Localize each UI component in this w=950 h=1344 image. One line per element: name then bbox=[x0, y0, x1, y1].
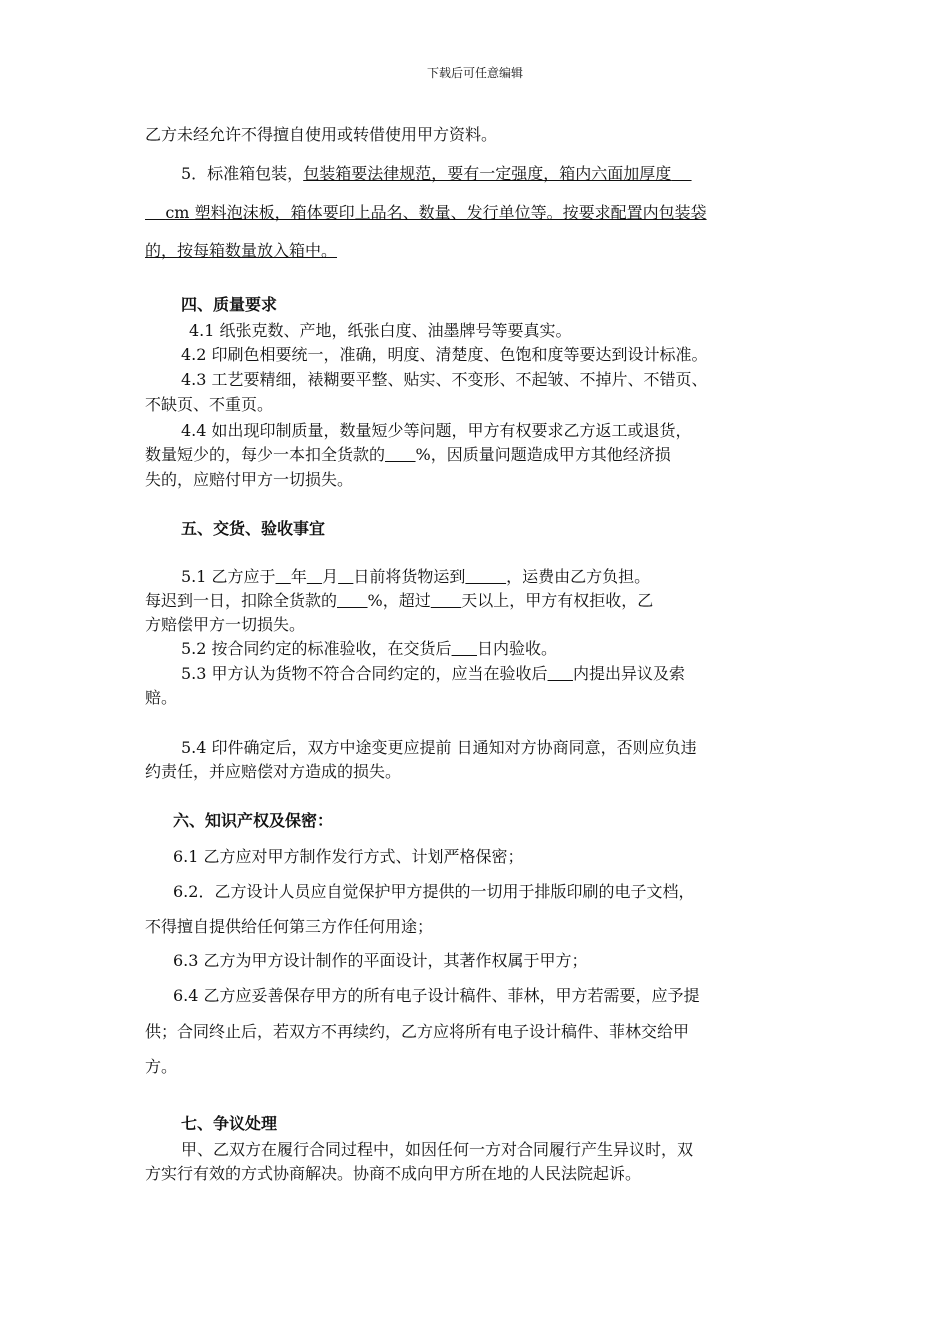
s3-item-5-underlined: 包装箱要法律规范，要有一定强度，箱内六面加厚度 bbox=[303, 164, 672, 183]
s6-item-4-line3: 方。 bbox=[145, 1057, 178, 1076]
s5-item-2-text-a: 5.2 按合同约定的标准验收，在交货后 bbox=[181, 639, 452, 658]
s4-item-2: 4.2 印刷色相要统一，准确，明度、清楚度、色饱和度等要达到设计标准。 bbox=[181, 345, 708, 364]
s7-heading: 七、争议处理 bbox=[181, 1114, 278, 1133]
s5-blank-destination bbox=[465, 567, 506, 586]
s5-item-2-text-b: 日内验收。 bbox=[476, 639, 557, 658]
s5-item-1-line2 bbox=[145, 590, 810, 612]
s4-item-4-text-b: %，因质量问题造成甲方其他经济损 bbox=[415, 445, 671, 464]
s5-blank-month bbox=[307, 567, 322, 586]
s6-item-4-line1: 6.4 乙方应妥善保存甲方的所有电子设计稿件、菲林，甲方若需要，应予提 bbox=[173, 986, 700, 1005]
s3-item-5-blank-thickness bbox=[671, 164, 691, 183]
s6-item-2-line1: 6.2．乙方设计人员应自觉保护甲方提供的一切用于排版印刷的电子文档， bbox=[173, 882, 695, 901]
s5-item-1-text-b: 日前将货物运到 bbox=[353, 567, 466, 586]
s5-blank-days bbox=[431, 591, 462, 610]
s4-heading: 四、质量要求 bbox=[181, 295, 278, 314]
s3-item-5-line2-text: cm 塑料泡沫板，箱体要印上品名、数量、发行单位等。按要求配置内包装袋 bbox=[165, 203, 707, 222]
s5-item-1-text-c: ，运费由乙方负担。 bbox=[506, 567, 651, 586]
s3-item-5-line2 bbox=[145, 202, 810, 224]
s5-item-3-text-b: 内提出异议及索 bbox=[572, 664, 685, 683]
s5-item-1-year: 年 bbox=[290, 567, 307, 586]
s5-item-4-line2: 约责任，并应赔偿对方造成的损失。 bbox=[145, 762, 402, 781]
s4-item-4-blank-percent bbox=[385, 445, 416, 464]
s4-item-3-line2: 不缺页、不重页。 bbox=[145, 395, 274, 414]
s5-blank-inspect bbox=[452, 639, 477, 658]
s5-blank-year bbox=[276, 567, 291, 586]
s4-item-4-text-a: 数量短少的，每少一本扣全货款的 bbox=[145, 445, 386, 464]
s5-item-3-line2: 赔。 bbox=[145, 688, 178, 707]
s3-item-5-line3: 的，按每箱数量放入箱中。 bbox=[145, 241, 338, 260]
s5-item-1-text-d: 每迟到一日，扣除全货款的 bbox=[145, 591, 338, 610]
s5-item-3-line1 bbox=[181, 663, 846, 685]
s5-item-1-month: 月 bbox=[322, 567, 339, 586]
s5-blank-day bbox=[338, 567, 353, 586]
s6-heading: 六、知识产权及保密： bbox=[173, 811, 334, 830]
s5-heading: 五、交货、验收事宜 bbox=[181, 519, 326, 538]
s5-item-1-line1 bbox=[181, 566, 846, 588]
s3-item-5-line1 bbox=[181, 163, 846, 185]
s6-item-3: 6.3 乙方为甲方设计制作的平面设计，其著作权属于甲方； bbox=[173, 951, 588, 970]
s5-item-1-text-e: %，超过 bbox=[367, 591, 431, 610]
page-header: 下载后可任意编辑 bbox=[426, 66, 523, 80]
s5-item-3-text-a: 5.3 甲方认为货物不符合合同约定的，应当在验收后 bbox=[181, 664, 548, 683]
s7-text-line2: 方实行有效的方式协商解决。协商不成向甲方所在地的人民法院起诉。 bbox=[145, 1164, 642, 1183]
s5-item-1-text-a: 5.1 乙方应于 bbox=[181, 567, 276, 586]
s4-item-4-line2 bbox=[145, 444, 810, 466]
s4-item-4-line1: 4.4 如出现印制质量，数量短少等问题，甲方有权要求乙方返工或退货， bbox=[181, 421, 692, 440]
s5-item-4-line1: 5.4 印件确定后，双方中途变更应提前 日通知对方协商同意，否则应负违 bbox=[181, 738, 697, 757]
s4-item-1: 4.1 纸张克数、产地，纸张白度、油墨牌号等要真实。 bbox=[189, 321, 572, 340]
s3-item-5-prefix: 5．标准箱包装， bbox=[181, 164, 304, 183]
s6-item-1: 6.1 乙方应对甲方制作发行方式、计划严格保密； bbox=[173, 847, 524, 866]
s3-tail-line: 乙方未经允许不得擅自使用或转借使用甲方资料。 bbox=[145, 125, 498, 144]
s5-item-1-line3: 方赔偿甲方一切损失。 bbox=[145, 615, 306, 634]
s4-item-3-line1: 4.3 工艺要精细，裱糊要平整、贴实、不变形、不起皱、不掉片、不错页、 bbox=[181, 370, 708, 389]
s4-item-4-line3: 失的，应赔付甲方一切损失。 bbox=[145, 470, 354, 489]
s5-item-2 bbox=[181, 638, 846, 660]
s5-item-1-text-f: 天以上，甲方有权拒收，乙 bbox=[461, 591, 654, 610]
s6-item-4-line2: 供；合同终止后，若双方不再续约，乙方应将所有电子设计稿件、菲林交给甲 bbox=[145, 1022, 690, 1041]
s7-text-line1: 甲、乙双方在履行合同过程中，如因任何一方对合同履行产生异议时，双 bbox=[181, 1140, 694, 1159]
s5-blank-penalty bbox=[337, 591, 368, 610]
s3-item-5-blank-lead bbox=[145, 203, 165, 222]
s6-item-2-line2: 不得擅自提供给任何第三方作任何用途； bbox=[145, 917, 434, 936]
s5-blank-objection bbox=[548, 664, 573, 683]
